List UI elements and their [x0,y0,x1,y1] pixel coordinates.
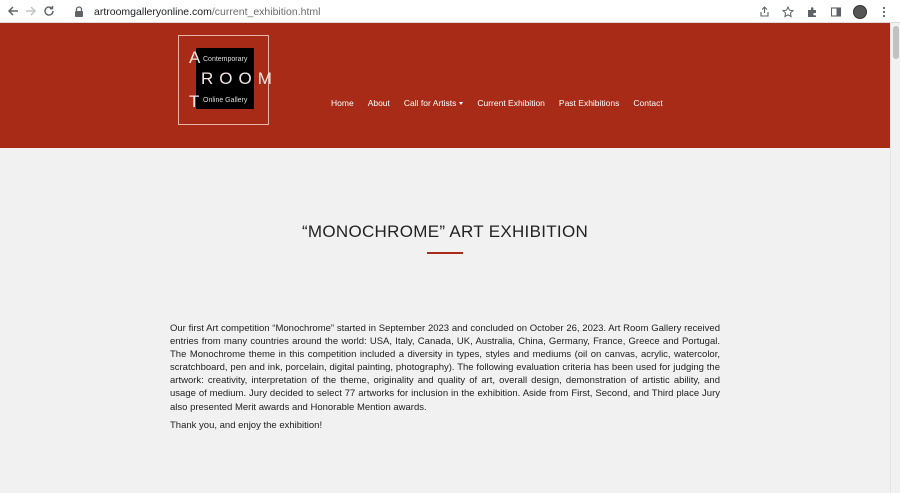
site-logo[interactable] [178,35,278,125]
kebab-menu-icon[interactable] [874,3,894,20]
nav-call-for-artists-label: Call for Artists [403,98,457,108]
url-host: artroomgalleryonline.com [94,5,212,18]
url-text [94,6,320,18]
share-icon[interactable] [754,3,774,20]
nav-contact[interactable]: Contact [633,98,663,108]
site-header [0,23,890,148]
nav-call-for-artists[interactable] [404,98,463,108]
forward-arrow-icon[interactable] [22,2,40,20]
page-scrollbar[interactable] [890,23,900,493]
title-underline [427,252,463,254]
exhibition-description: Our first Art competition “Monochrome” started in September 2023 and concluded on October 26, 2023. Art Room Gallery received entries from many countries around the world: USA, Italy, Canada, UK, Australia, China, Germany, France, Greece and Portugal. The Monochrome theme in this competition included a diversity in types, styles and mediums (oil on canvas, acrylic, watercolor, scratchboard, pen and ink, porcelain, digital painting, photography). The following evaluation criteria has been used for judging the artwork: creativity, interpretation of the theme, originality and quality of art, overall design, demonstration of artistic ability, and usage of medium. Jury decided to select 77 artworks for inclusion in the exhibition. Aside from First, Second, and Third place Jury also presented Merit awards and Honorable Mention awards. [170,323,720,413]
page-title: “MONOCHROME” ART EXHIBITION [301,222,589,241]
url-path: /current_exhibition.html [211,5,321,18]
extensions-icon[interactable] [802,3,822,20]
nav-home[interactable]: Home [331,98,354,108]
logo-room-text: ROOM [201,69,278,88]
caret-down-icon [459,102,463,105]
nav-past-exhibitions[interactable]: Past Exhibitions [558,98,620,108]
scrollbar-thumb[interactable] [893,26,899,59]
logo-letter-t: T [189,92,200,111]
logo-contemporary-text: Contemporary [203,56,248,63]
reload-icon[interactable] [40,2,58,20]
thanks-text: Thank you, and enjoy the exhibition! [170,420,323,431]
browser-toolbar [0,0,900,23]
sidepanel-icon[interactable] [826,3,846,20]
main-nav [331,98,677,108]
profile-avatar[interactable] [850,3,870,20]
star-icon[interactable] [778,3,798,20]
logo-letter-a: A [189,48,202,67]
logo-online-gallery-text: Online Gallery [203,97,248,104]
lock-icon [72,5,86,19]
address-bar[interactable] [64,2,824,21]
nav-current-exhibition[interactable]: Current Exhibition [477,98,545,108]
back-arrow-icon[interactable] [4,2,22,20]
nav-about[interactable]: About [367,98,390,108]
